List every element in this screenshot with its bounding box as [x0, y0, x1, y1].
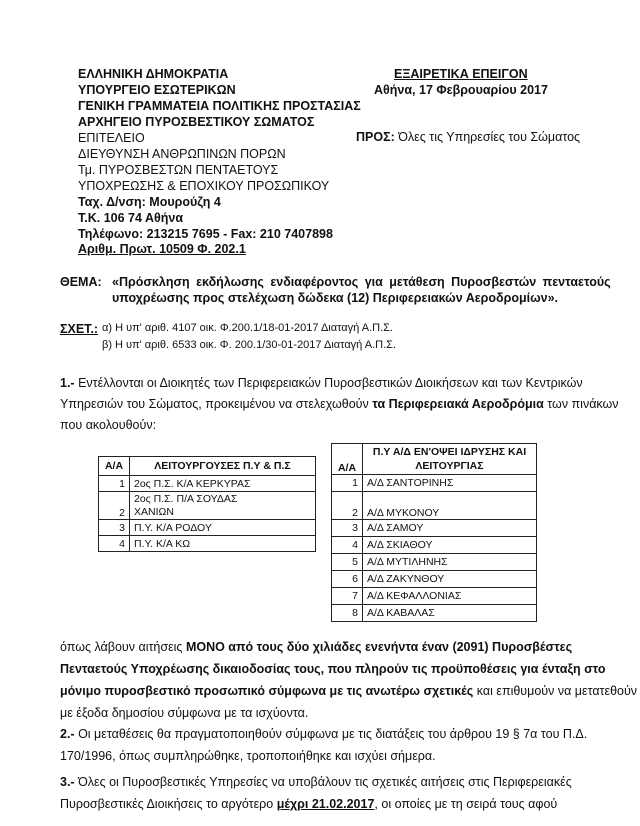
paragraph-3 [60, 723, 587, 767]
row-station: Π.Υ. Κ/Α ΚΩ [130, 536, 316, 552]
row-number: 2 [332, 492, 363, 520]
row-number: 4 [99, 536, 130, 552]
table-row [99, 492, 316, 520]
urgency-label: ΕΞΑΙΡΕΤΙΚΑ ΕΠΕΙΓΟΝ [394, 67, 528, 81]
row-airport: Α/Δ ΜΥΚΟΝΟΥ [363, 492, 537, 520]
paragraph-2-line-2: Πενταετούς Υποχρέωσης δικαιοδοσίας τους, που πληρούν τις προϋποθέσεις για ένταξη στο [60, 662, 606, 676]
row-number: 2 [99, 492, 130, 520]
paragraph-number: 2.- [60, 727, 75, 741]
paragraph-2-line-3-bold: μόνιμο πυροσβεστικό προσωπικό σύμφωνα με τις ανωτέρω σχετικές [60, 684, 474, 698]
table-row [99, 520, 316, 536]
row-number: 8 [332, 605, 363, 622]
row-number: 1 [332, 475, 363, 492]
paragraph-2-line-3-end: και επιθυμούν να μετατεθούν [476, 684, 638, 698]
table-row [332, 571, 537, 588]
sender-line: ΕΛΛΗΝΙΚΗ ΔΗΜΟΚΡΑΤΙΑ [78, 67, 229, 81]
paragraph-4-line-1: Όλες οι Πυροσβεστικές Υπηρεσίες να υποβάλουν τις σχετικές αιτήσεις στις Περιφερειακές [78, 775, 572, 789]
table-header-line-1: Π.Υ Α/Δ ΕΝ'ΟΨΕΙ ΙΔΡΥΣΗΣ ΚΑΙ [372, 446, 527, 458]
subject-label: ΘΕΜΑ: [60, 275, 102, 289]
row-number: 5 [332, 554, 363, 571]
row-airport: Α/Δ ΖΑΚΥΝΘΟΥ [363, 571, 537, 588]
table-row [332, 520, 537, 537]
sender-line: ΥΠΟΧΡΕΩΣΗΣ & ΕΠΟΧΙΚΟΥ ΠΡΟΣΩΠΙΚΟΥ [78, 179, 330, 193]
paragraph-2-line-4: με έξοδα δημοσίου σύμφωνα με τα ισχύοντα. [60, 706, 309, 720]
reference-b: β) Η υπ' αριθ. 6533 οικ. Φ. 200.1/30-01-2017 Διαταγή Α.Π.Σ. [102, 339, 397, 351]
reference-a: α) Η υπ' αριθ. 4107 οικ. Φ.200.1/18-01-2017 Διαταγή Α.Π.Σ. [102, 322, 393, 334]
table-row [332, 475, 537, 492]
paragraph-3-line-2: 170/1996, όπως συμπληρώθηκε, τροποποιήθηκε και ισχύει σήμερα. [60, 749, 436, 763]
paragraph-1-line-2-end: των πινάκων [547, 397, 619, 411]
paragraph-4-line-2-start: Πυροσβεστικές Διοικήσεις το αργότερο [60, 797, 274, 811]
paragraph-1-bold: τα Περιφερειακά Αεροδρόμια [372, 397, 544, 411]
subject-line-2: υποχρέωσης προς στελέχωση δώδεκα (12) Περιφερειακών Αεροδρομίων». [112, 291, 559, 305]
row-station: Π.Υ. Κ/Α ΡΟΔΟΥ [130, 520, 316, 536]
references-label: ΣΧΕΤ.: [60, 322, 99, 336]
paragraph-3-line-1: Οι μεταθέσεις θα πραγματοποιηθούν σύμφωνα με τις διατάξεις του άρθρου 19 § 7α του Π.Δ. [78, 727, 588, 741]
paragraph-1-line-3: που ακολουθούν: [60, 418, 157, 432]
table-row [332, 537, 537, 554]
table-row [332, 554, 537, 571]
row-number: 1 [99, 476, 130, 492]
paragraph-1-line-1: Εντέλλονται οι Διοικητές των Περιφερειακών Πυροσβεστικών Διοικήσεων και των Κεντρικών [78, 376, 583, 390]
row-airport: Α/Δ ΜΥΤΙΛΗΝΗΣ [363, 554, 537, 571]
sender-line: Τμ. ΠΥΡΟΣΒΕΣΤΩΝ ΠΕΝΤΑΕΤΟΥΣ [78, 163, 279, 177]
protocol-number: Αριθμ. Πρωτ. 10509 Φ. 202.1 [78, 242, 246, 256]
paragraph-4-line-2-end: , οι οποίες με τη σειρά τους αφού [374, 797, 558, 811]
row-airport: Α/Δ ΚΕΦΑΛΛΟΝΙΑΣ [363, 588, 537, 605]
paragraph-1-line-2-start: Υπηρεσιών του Σώματος, προκειμένου να στελεχωθούν [60, 397, 369, 411]
sender-line: Τηλέφωνο: 213215 7695 - Fax: 210 7407898 [78, 227, 333, 241]
sender-line: Τ.Κ. 106 74 Αθήνα [78, 211, 184, 225]
paragraph-1 [60, 373, 619, 436]
paragraph-2 [60, 636, 637, 724]
recipient-text: Όλες τις Υπηρεσίες του Σώματος [398, 130, 581, 144]
sender-line: ΕΠΙΤΕΛΕΙΟ [78, 131, 145, 145]
table-row [332, 588, 537, 605]
table-header: ΛΕΙΤΟΥΡΓΟΥΣΕΣ Π.Υ & Π.Σ [130, 457, 316, 476]
table-header [363, 444, 537, 475]
sender-line: ΥΠΟΥΡΓΕΙΟ ΕΣΩΤΕΡΙΚΩΝ [78, 83, 236, 97]
sender-line: ΑΡΧΗΓΕΙΟ ΠΥΡΟΣΒΕΣΤΙΚΟΥ ΣΩΜΑΤΟΣ [78, 115, 315, 129]
table-header: Α/Α [99, 457, 130, 476]
sender-line: ΔΙΕΥΘΥΝΣΗ ΑΝΘΡΩΠΙΝΩΝ ΠΟΡΩΝ [78, 147, 286, 161]
operating-stations-table [98, 456, 316, 552]
paragraph-2-bold: ΜΟΝΟ από τους δύο χιλιάδες ενενήντα έναν (2091) Πυροσβέστες [185, 640, 573, 654]
table-row [332, 605, 537, 622]
recipient [356, 129, 580, 145]
table-header-line-2: ΛΕΙΤΟΥΡΓΙΑΣ [415, 460, 484, 472]
row-airport: Α/Δ ΣΚΙΑΘΟΥ [363, 537, 537, 554]
subject-line-1: «Πρόσκληση εκδήλωσης ενδιαφέροντος για μετάθεση Πυροσβεστών πενταετούς [112, 275, 611, 289]
recipient-label: ΠΡΟΣ: [356, 130, 395, 144]
table-header: Α/Α [332, 444, 363, 475]
paragraph-4 [60, 771, 572, 815]
row-airport: Α/Δ ΣΑΝΤΟΡΙΝΗΣ [363, 475, 537, 492]
paragraph-number: 1.- [60, 376, 75, 390]
table-row [332, 492, 537, 520]
paragraph-2-start: όπως λάβουν αιτήσεις [60, 640, 183, 654]
row-station-line-2: ΧΑΝΙΩΝ [134, 505, 174, 518]
sender-line: ΓΕΝΙΚΗ ΓΡΑΜΜΑΤΕΙΑ ΠΟΛΙΤΙΚΗΣ ΠΡΟΣΤΑΣΙΑΣ [78, 99, 361, 113]
row-station: 2ος Π.Σ. Κ/Α ΚΕΡΚΥΡΑΣ [130, 476, 316, 492]
row-airport: Α/Δ ΣΑΜΟΥ [363, 520, 537, 537]
row-station [130, 492, 316, 520]
sender-block [78, 66, 361, 242]
row-number: 3 [332, 520, 363, 537]
deadline-date: μέχρι 21.02.2017 [276, 797, 375, 811]
sender-line: Ταχ. Δ/νση: Μουρούζη 4 [78, 195, 221, 209]
row-airport: Α/Δ ΚΑΒΑΛΑΣ [363, 605, 537, 622]
row-number: 4 [332, 537, 363, 554]
row-station-line-1: 2ος Π.Σ. Π/Α ΣΟΥΔΑΣ [134, 492, 238, 505]
row-number: 3 [99, 520, 130, 536]
document-date: Αθήνα, 17 Φεβρουαρίου 2017 [374, 83, 548, 97]
row-number: 7 [332, 588, 363, 605]
table-row [99, 536, 316, 552]
paragraph-number: 3.- [60, 775, 75, 789]
new-airports-table [331, 443, 537, 622]
table-row [99, 476, 316, 492]
row-number: 6 [332, 571, 363, 588]
